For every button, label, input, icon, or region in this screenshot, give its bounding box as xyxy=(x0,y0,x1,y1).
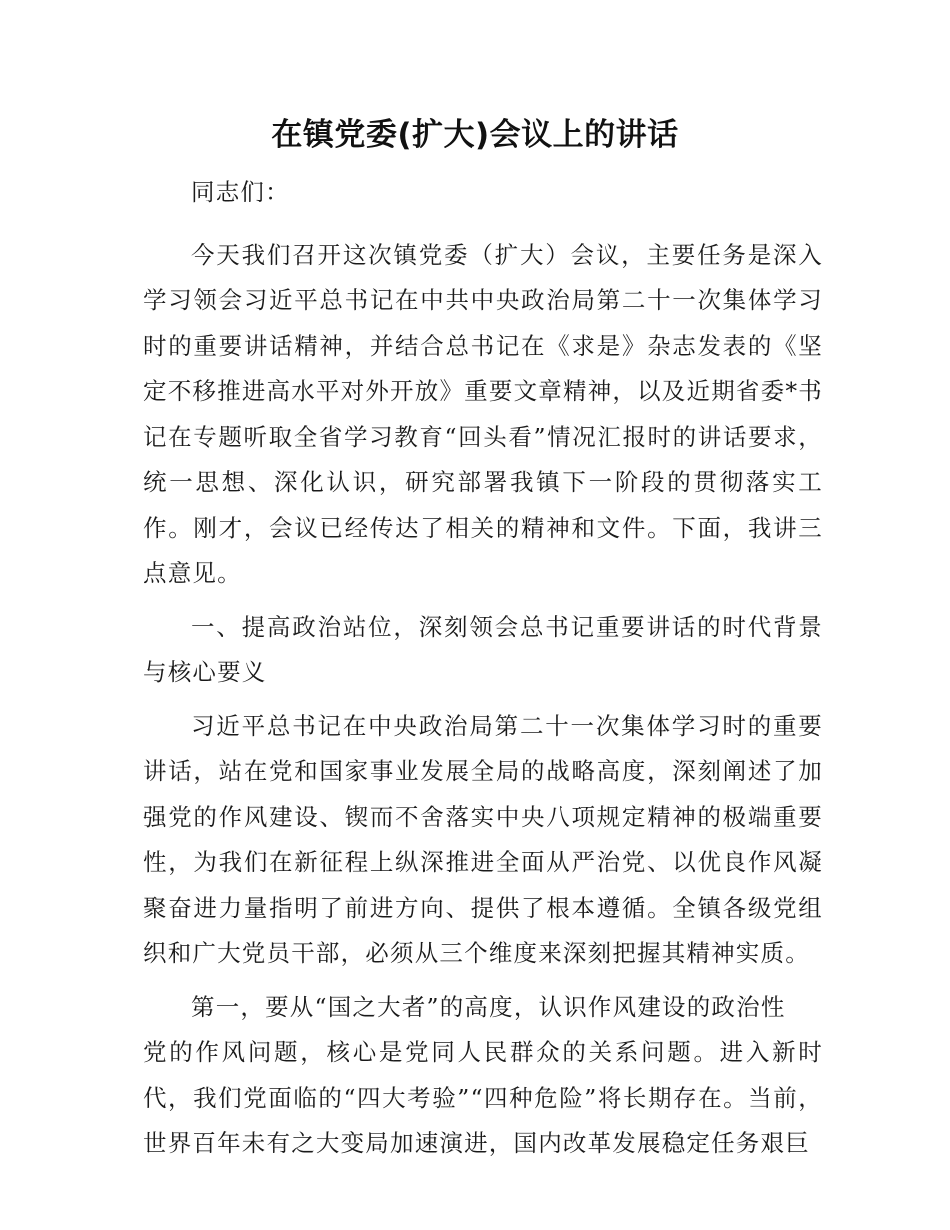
subheading-first: 第一，要从“国之大者”的高度，认识作风建设的政治性 xyxy=(191,992,786,1021)
paragraph-speech-significance: 习近平总书记在中央政治局第二十一次集体学习时的重要讲话，站在党和国家事业发展全局的战略高度，深刻阐述了加强党的作风建设、锲而不舍落实中央八项规定精神的极端重要性，为我们在新征程上纵深推进全面从严治党、以优良作风凝聚奋进力量指明了前进方向、提供了根本遵循。全镇各级党组织和广大党员干部，必须从三个维度来深刻把握其精神实质。 xyxy=(143,711,823,967)
document-body xyxy=(143,170,823,1167)
document-title: 在镇党委(扩大)会议上的讲话 xyxy=(271,117,679,153)
salutation: 同志们： xyxy=(191,178,290,206)
paragraph-party-style: 党的作风问题，核心是党同人民群众的关系问题。进入新时代，我们党面临的“四大考验”“四种危险”将长期存在。当前，世界百年未有之大变局加速演进，国内改革发展稳定任务艰巨 xyxy=(143,1038,823,1157)
paragraph-opening: 今天我们召开这次镇党委（扩大）会议，主要任务是深入学习领会习近平总书记在中共中央政治局第二十一次集体学习时的重要讲话精神，并结合总书记在《求是》杂志发表的《坚定不移推进高水平对外开放》重要文章精神，以及近期省委*书记在专题听取全省学习教育“回头看”情况汇报时的讲话要求，统一思想、深化认识，研究部署我镇下一阶段的贯彻落实工作。刚才，会议已经传达了相关的精神和文件。下面，我讲三点意见。 xyxy=(143,240,823,587)
section-heading-one: 一、提高政治站位，深刻领会总书记重要讲话的时代背景与核心要义 xyxy=(143,612,823,686)
